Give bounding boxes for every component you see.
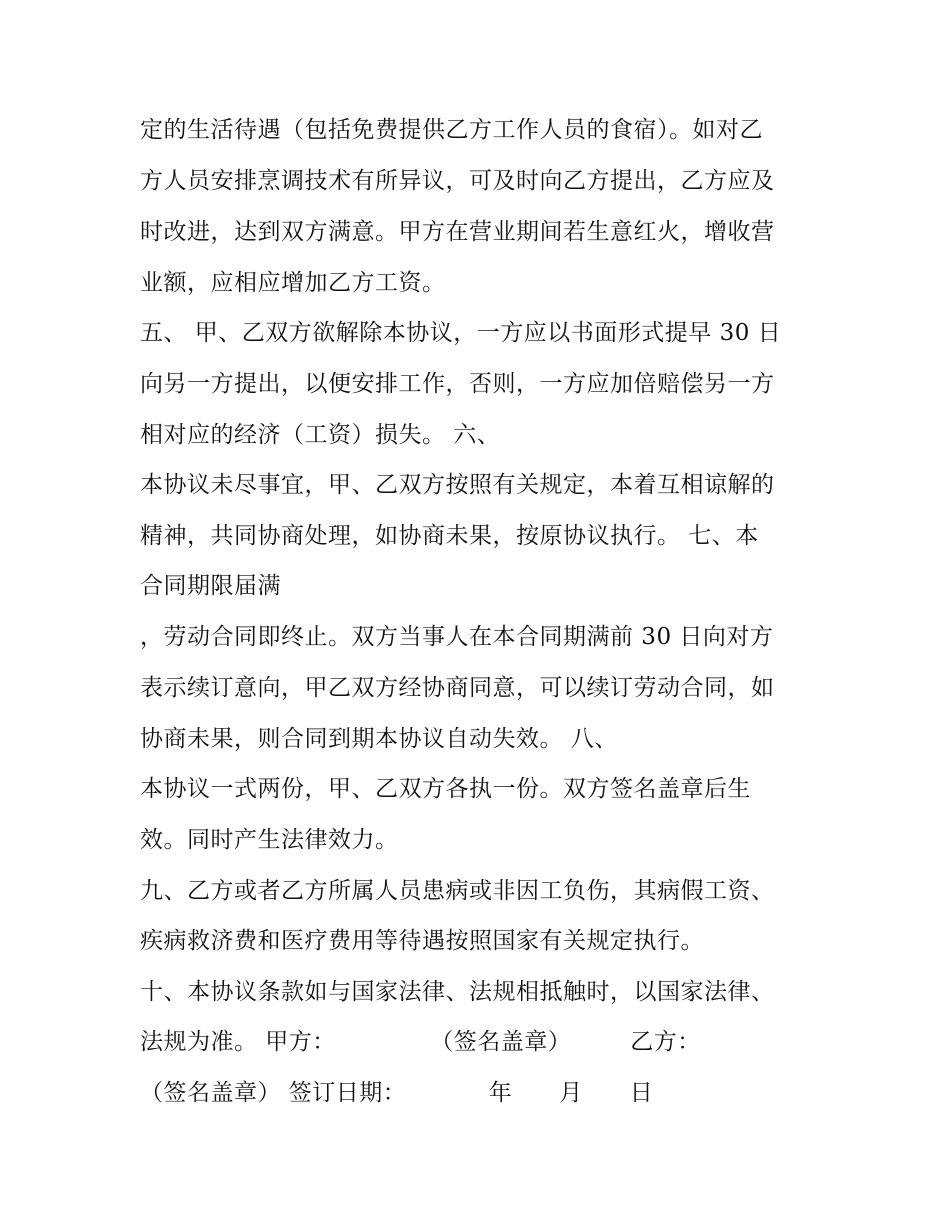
text-line: 时改进，达到双方满意。甲方在营业期间若生意红火，增收营: [140, 219, 775, 245]
text-line: 效。同时产生法律效力。: [140, 827, 399, 853]
text-line: 表示续订意向，甲乙双方经协商同意，可以续订劳动合同，如: [140, 675, 775, 701]
text-line: ，劳动合同即终止。双方当事人在本合同期满前 30 日向对方: [140, 624, 774, 650]
text-line: 九、乙方或者乙方所属人员患病或非因工负伤，其病假工资、: [140, 878, 775, 904]
text-line: 法规为准。 甲方： （签名盖章） 乙方：: [140, 1029, 701, 1055]
text-line: 本协议一式两份，甲、乙双方各执一份。双方签名盖章后生: [140, 776, 751, 802]
text-line: 合同期限届满: [140, 573, 281, 599]
text-line: 精神，共同协商处理，如协商未果，按原协议执行。 七、本: [140, 523, 759, 549]
text-line: 定的生活待遇（包括免费提供乙方工作人员的食宿）。如对乙: [140, 117, 763, 143]
text-line: 向另一方提出，以便安排工作，否则，一方应加倍赔偿另一方: [140, 371, 775, 397]
text-line: 十、本协议条款如与国家法律、法规相抵触时，以国家法律、: [140, 979, 775, 1005]
text-line: 疾病救济费和医疗费用等待遇按照国家有关规定执行。: [140, 928, 704, 954]
text-line: 相对应的经济（工资）损失。 六、: [140, 422, 501, 448]
text-line: 方人员安排烹调技术有所异议，可及时向乙方提出，乙方应及: [140, 168, 775, 194]
text-line: 五、 甲、乙双方欲解除本协议，一方应以书面形式提早 30 日: [140, 320, 782, 346]
text-line: 本协议未尽事宜，甲、乙双方按照有关规定，本着互相谅解的: [140, 472, 775, 498]
text-line: 业额，应相应增加乙方工资。: [140, 270, 446, 296]
text-line: 协商未果，则合同到期本协议自动失效。 八、: [140, 726, 618, 752]
text-line: （签名盖章） 签订日期： 年 月 日: [140, 1080, 654, 1106]
